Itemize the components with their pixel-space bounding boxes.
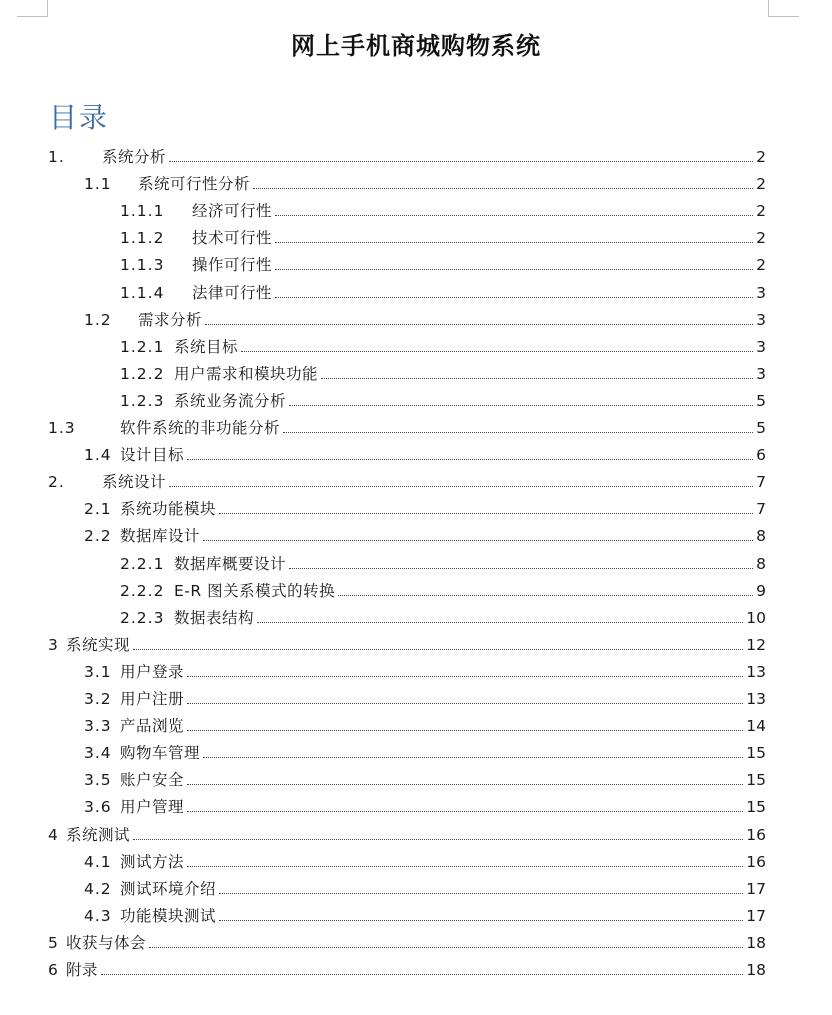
- toc-entry-page: 16: [746, 852, 766, 871]
- toc-entry-number: 2.2.2: [120, 581, 165, 600]
- toc-entry[interactable]: [84, 849, 766, 876]
- toc-entry[interactable]: [48, 144, 766, 171]
- toc-entry-title: 法律可行性: [192, 283, 273, 302]
- toc-entry-number: 3.5: [84, 771, 112, 790]
- toc-dot-leader: [133, 632, 743, 650]
- toc-entry-title: 附录: [66, 961, 99, 979]
- toc-dot-leader: [275, 280, 753, 298]
- toc-entry-title: 数据库概要设计: [174, 554, 287, 573]
- toc-dot-leader: [187, 442, 753, 460]
- toc-entry-page: 17: [746, 879, 766, 898]
- toc-entry[interactable]: [120, 361, 766, 388]
- toc-entry-number: 1.: [48, 148, 65, 166]
- toc-entry[interactable]: [120, 605, 766, 632]
- toc-entry-page: 13: [746, 662, 766, 681]
- toc-entry-title: 系统实现: [66, 635, 131, 654]
- toc-entry-title: 测试方法: [120, 852, 185, 871]
- toc-entry-number: 4.2: [84, 879, 112, 898]
- toc-entry-number: 3: [48, 635, 59, 654]
- toc-dot-leader: [169, 144, 753, 162]
- toc-entry[interactable]: [48, 930, 766, 957]
- toc-entry-number: 2.2: [84, 527, 112, 546]
- toc-dot-leader: [101, 957, 743, 975]
- toc-entry[interactable]: [120, 252, 766, 279]
- toc-entry-title: 数据库设计: [120, 527, 201, 546]
- toc-entry-page: 18: [746, 961, 766, 979]
- toc-entry-number: 1.2.3: [120, 391, 165, 410]
- toc-entry-title: 用户管理: [120, 798, 185, 817]
- toc-heading: 目录: [49, 101, 110, 134]
- toc-entry[interactable]: [48, 469, 766, 496]
- toc-entry[interactable]: [84, 794, 766, 821]
- toc-entry-number: 1.3: [48, 419, 76, 437]
- toc-dot-leader: [187, 794, 743, 812]
- toc-entry-page: 16: [746, 825, 766, 844]
- toc-entry-page: 5: [756, 391, 766, 410]
- toc-entry-page: 7: [756, 473, 766, 492]
- toc-entry[interactable]: [84, 496, 766, 523]
- toc-entry-page: 14: [746, 717, 766, 736]
- toc-entry-number: 1.2.1: [120, 337, 165, 356]
- toc-dot-leader: [169, 469, 753, 487]
- toc-entry-page: 2: [756, 202, 766, 221]
- toc-entry-number: 5: [48, 933, 59, 952]
- toc-entry-number: 2.1: [84, 500, 112, 519]
- toc-entry-title: 经济可行性: [192, 202, 273, 221]
- toc-entry-number: 1.1.4: [120, 283, 165, 302]
- toc-entry-title: 账户安全: [120, 771, 185, 790]
- toc-dot-leader: [203, 740, 743, 758]
- toc-dot-leader: [149, 930, 743, 948]
- toc-entry-page: 6: [756, 446, 766, 465]
- toc-entry-page: 7: [756, 500, 766, 519]
- toc-dot-leader: [187, 713, 743, 731]
- toc-entry[interactable]: [84, 740, 766, 767]
- toc-entry-page: 8: [756, 527, 766, 546]
- toc-entry-number: 2.2.3: [120, 608, 165, 627]
- toc-entry-page: 13: [746, 690, 766, 708]
- toc-entry-title: 功能模块测试: [120, 906, 217, 925]
- toc-entry-page: 3: [756, 364, 766, 383]
- toc-entry-number: 3.3: [84, 717, 112, 736]
- toc-entry-number: 1.1.2: [120, 229, 165, 248]
- toc-dot-leader: [187, 767, 743, 785]
- toc-entry-page: 2: [756, 229, 766, 248]
- toc-dot-leader: [187, 849, 743, 867]
- toc-entry-number: 2.: [48, 473, 65, 492]
- toc-entry-number: 3.1: [84, 662, 112, 681]
- toc-dot-leader: [203, 523, 753, 541]
- toc-entry[interactable]: [84, 171, 766, 198]
- toc-entry-title: 数据表结构: [174, 608, 255, 627]
- toc-entry-page: 10: [746, 608, 766, 627]
- toc-entry-title: 用户需求和模块功能: [174, 364, 319, 383]
- toc-entry-number: 3.4: [84, 744, 112, 763]
- toc-dot-leader: [289, 551, 753, 569]
- toc-entry[interactable]: [84, 686, 766, 713]
- toc-entry-number: 1.1: [84, 175, 112, 194]
- toc-entry-title: 系统分析: [102, 148, 167, 166]
- toc-entry-page: 3: [756, 283, 766, 302]
- toc-entry-number: 2.2.1: [120, 554, 165, 573]
- toc-entry-page: 18: [746, 933, 766, 952]
- toc-entry-number: 6: [48, 961, 59, 979]
- toc-dot-leader: [219, 903, 743, 921]
- toc-entry-page: 15: [746, 798, 766, 817]
- toc-entry[interactable]: [120, 225, 766, 252]
- toc-entry-page: 9: [756, 581, 766, 600]
- toc-dot-leader: [205, 307, 753, 325]
- toc-entry-number: 3.6: [84, 798, 112, 817]
- toc-entry-title: 产品浏览: [120, 717, 185, 736]
- toc-entry-page: 8: [756, 554, 766, 573]
- toc-entry-title: 需求分析: [138, 310, 203, 329]
- toc-entry-title: 系统功能模块: [120, 500, 217, 519]
- toc-entry[interactable]: [84, 876, 766, 903]
- toc-entry-page: 15: [746, 744, 766, 763]
- toc-entry[interactable]: [120, 334, 766, 361]
- toc-entry-page: 3: [756, 310, 766, 329]
- toc-entry-page: 2: [756, 256, 766, 275]
- toc-entry-title: 系统设计: [102, 473, 167, 492]
- toc-entry-title: 系统可行性分析: [138, 175, 251, 194]
- toc-dot-leader: [241, 334, 753, 352]
- toc-dot-leader: [133, 822, 743, 840]
- toc-entry-number: 1.2.2: [120, 364, 165, 383]
- toc-entry[interactable]: [84, 903, 766, 930]
- toc-entry[interactable]: [84, 767, 766, 794]
- document-title: 网上手机商城购物系统: [291, 32, 541, 60]
- toc-entry-title: 用户注册: [120, 690, 185, 708]
- toc-entry-number: 3.2: [84, 690, 112, 708]
- toc-entry[interactable]: [84, 713, 766, 740]
- toc-entry-number: 1.4: [84, 446, 112, 465]
- toc-entry-title: 设计目标: [120, 446, 185, 465]
- toc-entry-number: 4.3: [84, 906, 112, 925]
- toc-dot-leader: [275, 225, 753, 243]
- toc-entry-title: 收获与体会: [66, 933, 147, 952]
- toc-entry[interactable]: [120, 198, 766, 225]
- toc-entry[interactable]: [120, 388, 766, 415]
- toc-entry[interactable]: [120, 280, 766, 307]
- toc-entry-title: E-R 图关系模式的转换: [174, 581, 336, 600]
- toc-entry[interactable]: [48, 415, 766, 442]
- toc-dot-leader: [253, 171, 753, 189]
- toc-dot-leader: [283, 415, 753, 433]
- toc-entry-title: 购物车管理: [120, 744, 201, 763]
- toc-entry-title: 技术可行性: [192, 229, 273, 248]
- toc-entry[interactable]: [84, 442, 766, 469]
- toc-entry-title: 测试环境介绍: [120, 879, 217, 898]
- toc-dot-leader: [187, 686, 743, 704]
- toc-entry[interactable]: [48, 632, 766, 659]
- toc-entry-page: 2: [756, 148, 766, 166]
- toc-dot-leader: [187, 659, 743, 677]
- toc-entry-page: 3: [756, 337, 766, 356]
- toc-entry[interactable]: [84, 307, 766, 334]
- toc-entry[interactable]: [48, 822, 766, 849]
- toc-entry[interactable]: [84, 659, 766, 686]
- toc-entry-title: 系统目标: [174, 337, 239, 356]
- toc-entry-number: 4.1: [84, 852, 112, 871]
- toc-dot-leader: [219, 876, 743, 894]
- toc-dot-leader: [289, 388, 753, 406]
- toc-dot-leader: [275, 252, 753, 270]
- toc-entry-number: 1.1.3: [120, 256, 165, 275]
- toc-entry[interactable]: [120, 551, 766, 578]
- toc-dot-leader: [275, 198, 753, 216]
- toc-entry-title: 系统测试: [66, 825, 131, 844]
- toc-entry-page: 17: [746, 906, 766, 925]
- toc-entry-page: 2: [756, 175, 766, 194]
- toc-entry-number: 1.2: [84, 310, 112, 329]
- toc-entry-page: 15: [746, 771, 766, 790]
- toc-entry-title: 软件系统的非功能分析: [120, 419, 281, 437]
- toc-entry-title: 操作可行性: [192, 256, 273, 275]
- toc-entry[interactable]: [48, 957, 766, 984]
- toc-entry-page: 5: [756, 419, 766, 437]
- page-corner-mark-left: [17, 0, 48, 17]
- toc-entry-number: 4: [48, 825, 59, 844]
- toc-entry[interactable]: [120, 578, 766, 605]
- toc-entry-title: 用户登录: [120, 662, 185, 681]
- toc-entry-number: 1.1.1: [120, 202, 165, 221]
- toc-dot-leader: [257, 605, 743, 623]
- toc-entry-title: 系统业务流分析: [174, 391, 287, 410]
- toc-dot-leader: [321, 361, 753, 379]
- toc-dot-leader: [338, 578, 753, 596]
- toc-dot-leader: [219, 496, 753, 514]
- toc-entry[interactable]: [84, 523, 766, 550]
- toc-entry-page: 12: [746, 635, 766, 654]
- page-corner-mark-right: [768, 0, 799, 17]
